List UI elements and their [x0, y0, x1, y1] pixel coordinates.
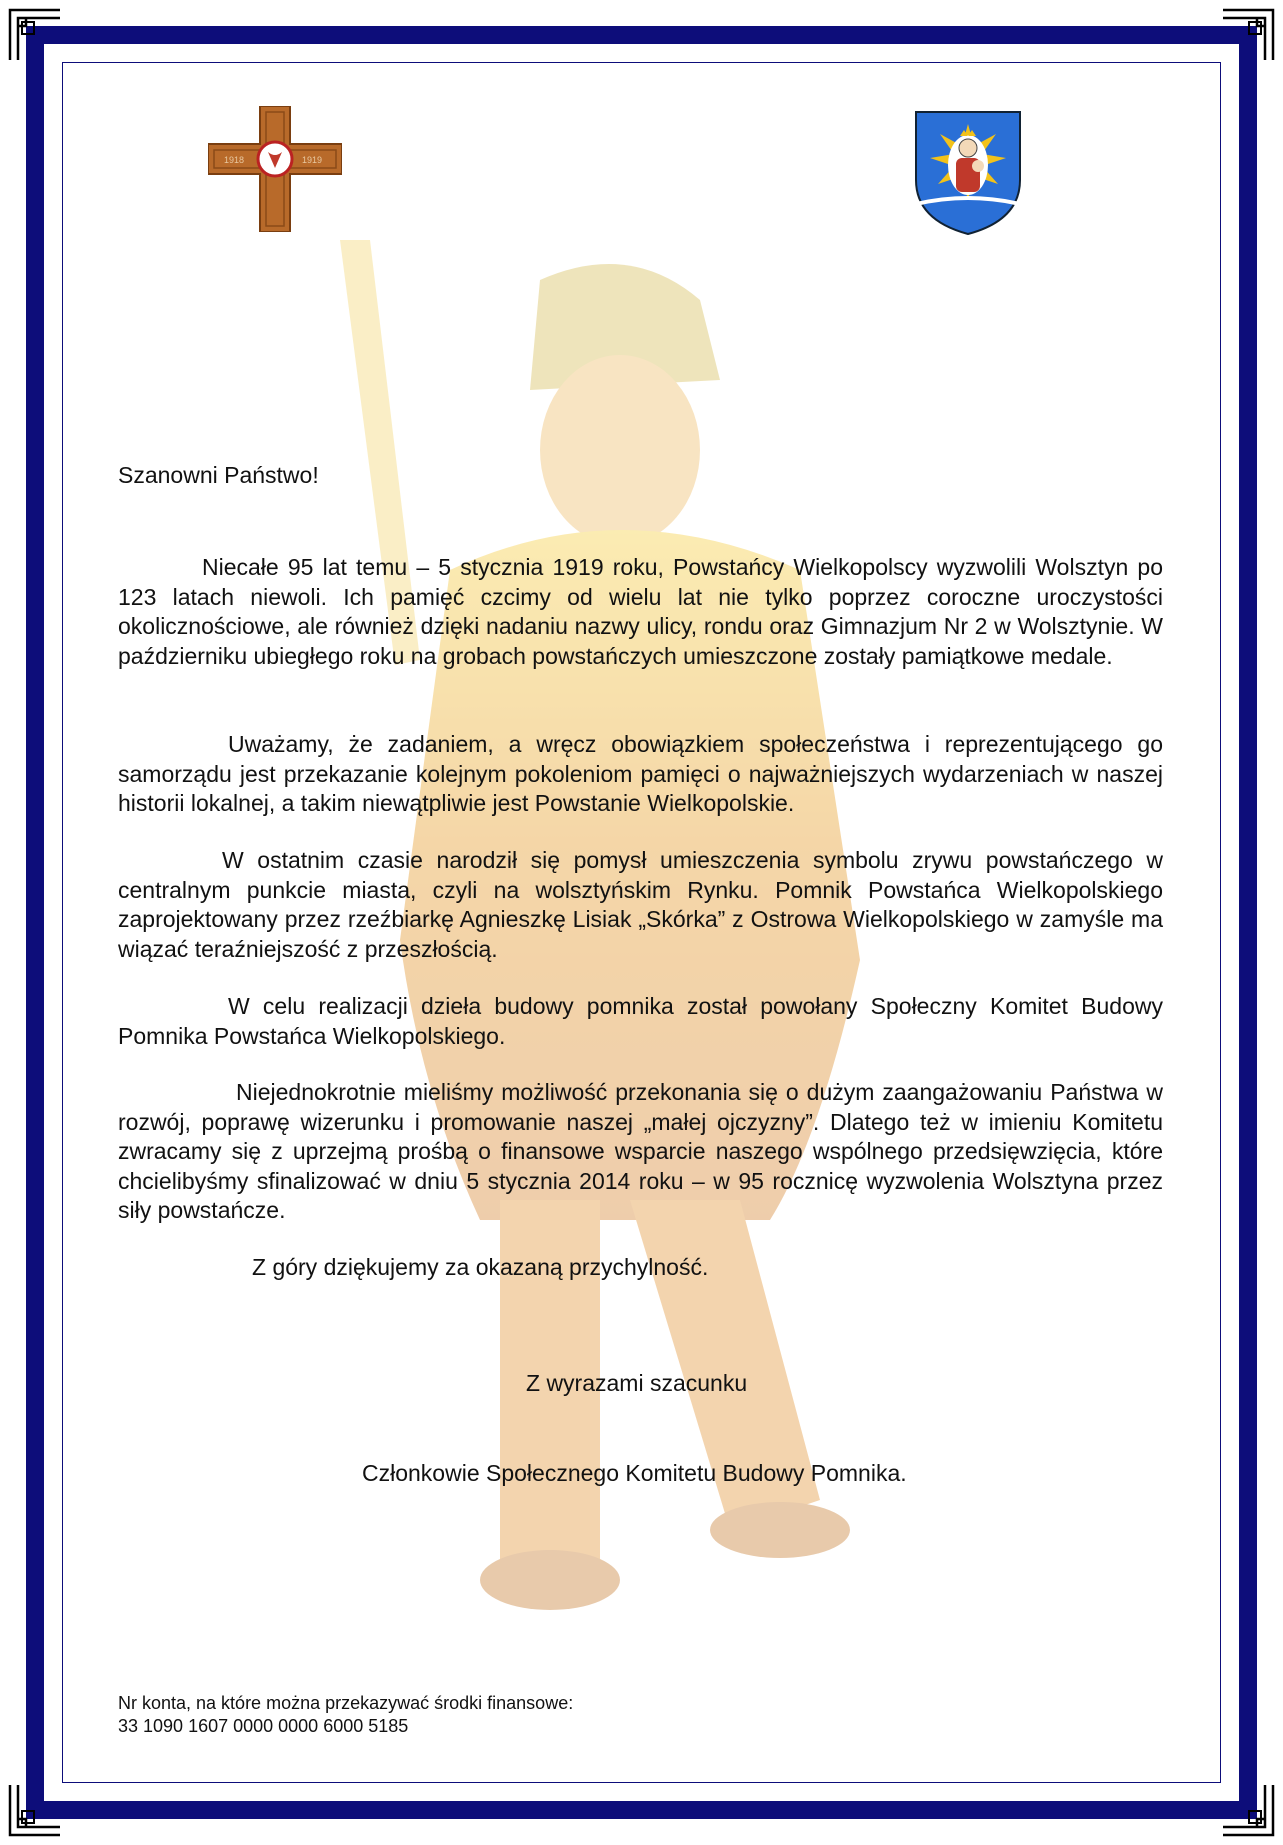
cross-year-left: 1918: [224, 155, 245, 165]
paragraph-1: Niecałe 95 lat temu – 5 stycznia 1919 roku, Powstańcy Wielkopolscy wyzwolili Wolsztyn po 123 latach niewoli. Ich pamięć czcimy od wielu lat nie tylko poprzez coroczne uroczystości okolicznościowe, ale również dzięki nadaniu nazwy ulicy, rondu oraz Gimnazjum Nr 2 w Wolsztynie. W październiku ubiegłego roku na grobach powstańczych umieszczone zostały pamiątkowe medale.: [118, 554, 1163, 669]
corner-ornament: [8, 1783, 62, 1837]
regards-line: Z wyrazami szacunku: [526, 1370, 748, 1396]
cross-year-right: 1919: [302, 155, 323, 165]
corner-ornament: [8, 8, 62, 62]
bank-account-info: [118, 1692, 573, 1738]
account-number: 33 1090 1607 0000 0000 6000 5185: [118, 1716, 409, 1736]
insurgent-cross-icon: [208, 106, 342, 232]
wolsztyn-coat-of-arms-icon: [914, 110, 1022, 236]
paragraph-5: Niejednokrotnie mieliśmy możliwość przekonania się o dużym zaangażowaniu Państwa w rozwój, poprawę wizerunku i promowanie naszej „małej ojczyzny”. Dlatego też w imieniu Komitetu zwracamy się z uprzejmą prośbą o finansowe wsparcie naszego wspólnego przedsięwzięcia, które chcielibyśmy sfinalizować w dniu 5 stycznia 2014 roku – w 95 rocznicę wyzwolenia Wolsztyna przez siły powstańcze.: [118, 1079, 1163, 1223]
paragraph-3: W ostatnim czasie narodził się pomysł umieszczenia symbolu zrywu powstańczego w centralnym punkcie miasta, czyli na wolsztyńskim Rynku. Pomnik Powstańca Wielkopolskiego zaprojektowany przez rzeźbiarkę Agnieszkę Lisiak „Skórka” z Ostrowa Wielkopolskiego w zamyśle ma wiązać teraźniejszość z przeszłością.: [118, 847, 1163, 962]
salutation: Szanowni Państwo!: [118, 462, 319, 488]
thanks-line: Z góry dziękujemy za okazaną przychylność.: [252, 1254, 709, 1280]
corner-ornament: [1221, 8, 1275, 62]
paragraph-2: Uważamy, że zadaniem, a wręcz obowiązkiem społeczeństwa i reprezentującego go samorządu jest przekazanie kolejnym pokoleniom pamięci o najważniejszych wydarzeniach w naszej historii lokalnej, a takim niewątpliwie jest Powstanie Wielkopolskie.: [118, 731, 1163, 816]
signature-line: Członkowie Społecznego Komitetu Budowy Pomnika.: [362, 1460, 907, 1486]
account-label: Nr konta, na które można przekazywać środki finansowe:: [118, 1693, 574, 1713]
paragraph-4: W celu realizacji dzieła budowy pomnika został powołany Społeczny Komitet Budowy Pomnika Powstańca Wielkopolskiego.: [118, 993, 1163, 1049]
corner-ornament: [1221, 1783, 1275, 1837]
